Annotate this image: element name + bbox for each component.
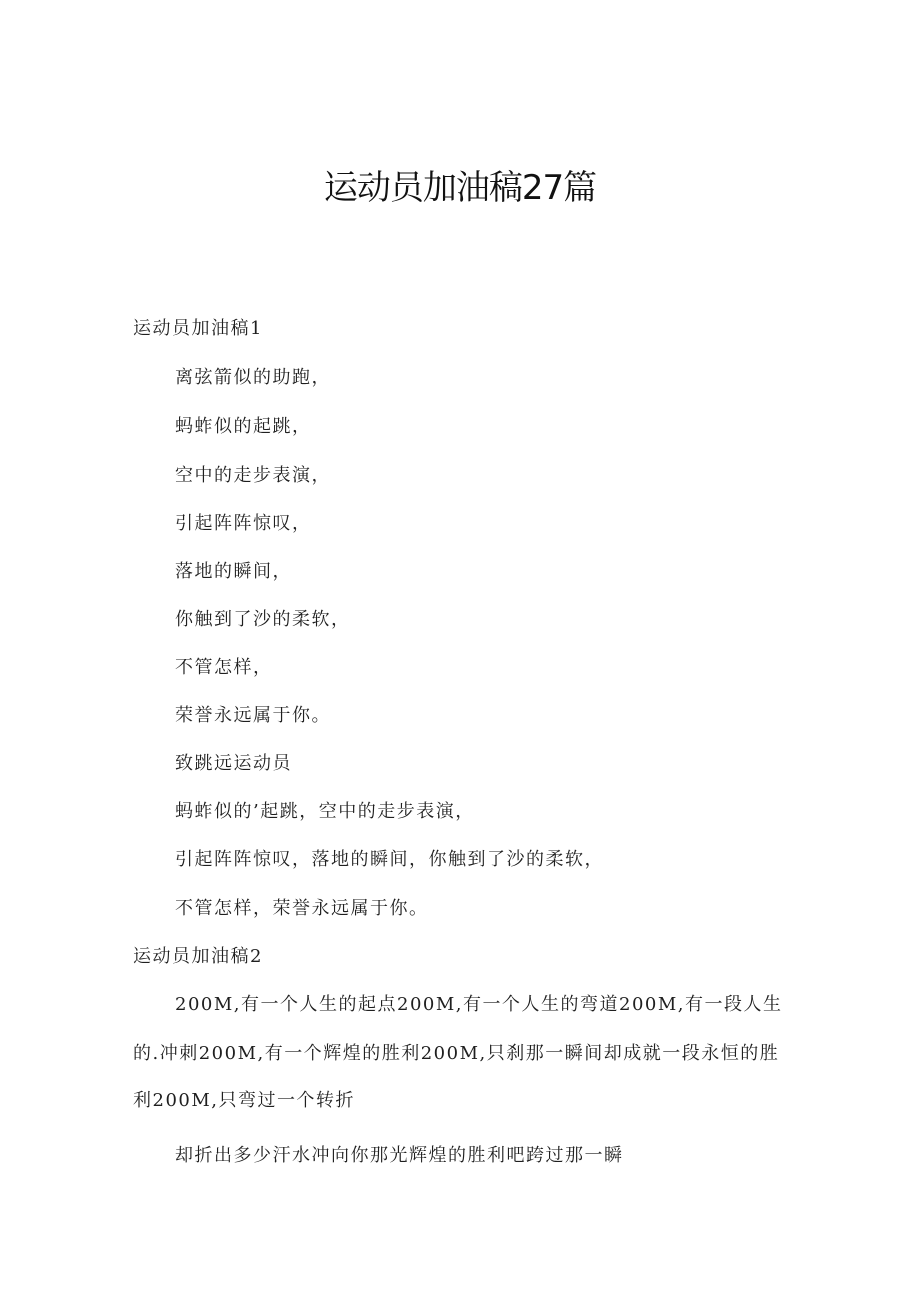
verse-line: 不管怎样， — [175, 657, 273, 678]
verse-line: 却折出多少汗水冲向你那光辉煌的胜利吧跨过那一瞬 — [175, 1145, 624, 1166]
verse-line: 引起阵阵惊叹，落地的瞬间，你触到了沙的柔软， — [175, 849, 604, 870]
verse-line: 蚂蚱似的起跳， — [175, 416, 312, 437]
section-heading: 运动员加油稿1 — [133, 318, 263, 339]
verse-line: 蚂蚱似的’起跳，空中的走步表演， — [175, 801, 475, 822]
page-title: 运动员加油稿27篇 — [323, 168, 597, 208]
paragraph-line: 200M,有一个人生的起点200M,有一个人生的弯道200M,有一段人生 — [175, 994, 783, 1015]
verse-line: 离弦箭似的助跑， — [175, 367, 331, 388]
paragraph-line: 的.冲刺200M,有一个辉煌的胜利200M,只刹那一瞬间却成就一段永恒的胜 — [133, 1043, 780, 1064]
verse-subheading: 致跳远运动员 — [175, 753, 292, 774]
verse-line: 荣誉永远属于你。 — [175, 705, 331, 726]
verse-line: 你触到了沙的柔软， — [175, 609, 351, 630]
verse-line: 落地的瞬间， — [175, 561, 292, 582]
paragraph-line: 利200M,只弯过一个转折 — [133, 1090, 356, 1111]
verse-line: 空中的走步表演， — [175, 465, 331, 486]
section-heading: 运动员加油稿2 — [133, 946, 263, 967]
verse-line: 引起阵阵惊叹， — [175, 513, 312, 534]
verse-line: 不管怎样，荣誉永远属于你。 — [175, 898, 429, 919]
